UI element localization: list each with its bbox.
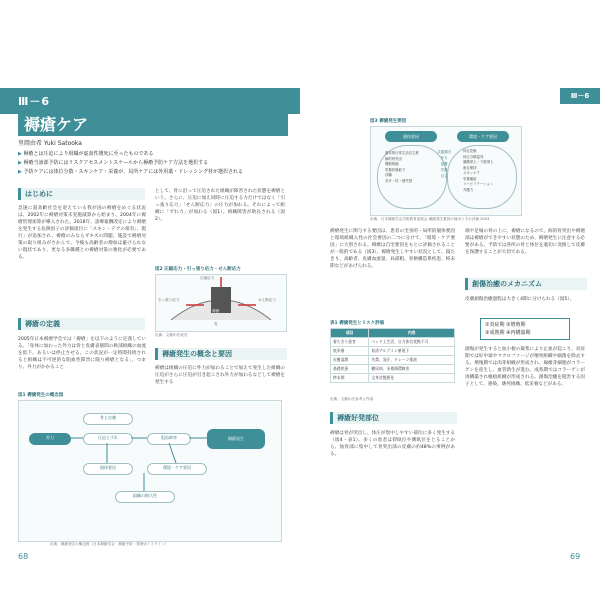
fig3-right-title: 環境・ケア要因: [457, 131, 509, 142]
fig3-right-item: スキンケア: [463, 171, 480, 175]
author-name: 里岡由希 Yuki Satooka: [18, 140, 82, 147]
fig3-left-item: 多汗・尿・便失禁: [385, 178, 413, 183]
table1-label: 表1 褥瘡発生とリスク評価: [330, 321, 385, 326]
fig2-diagram: [155, 274, 287, 332]
body-intro-right-col: として、骨に沿って圧迫された組織が障害された状態を褥瘡という。さらに、圧迫に加え同時に圧迫する力だけではなく「引っ張り応力」「せん断応力」の圧力が加わる。それによって組織に「ずれ力」が加わる（図1）。組織障害が助長される（図2）。: [155, 189, 285, 222]
section-header-band: [0, 88, 300, 114]
body-gainen: 褥瘡は組織の圧迫に外力が加わることで加えて発生した組織の圧迫がさらに圧迫が引き起こされ外力が加わるなどして褥瘡を発生する: [155, 366, 285, 385]
fig3-left-list: [385, 151, 419, 184]
heading-teigi: 褥瘡の定義: [18, 318, 145, 330]
page-number-right: 69: [570, 552, 581, 561]
fig3-left-item: 浮腫: [385, 173, 392, 177]
fig3-left-item: 病的骨突出: [385, 156, 402, 161]
table-row: [331, 338, 455, 347]
fig3-right-item: 介護力: [463, 187, 474, 192]
table-cell: 項目: [331, 329, 369, 338]
table-cell: 糖尿病、末梢循環障害: [369, 365, 455, 374]
body-teigi: 2005年日本褥瘡学会では「褥瘡」を以下のように定義している。「身体に加わった外力は骨と皮膚表層間の軟部組織の血流を低下、あるいは停止させる。この状況が一定時間持続されると組織は不可逆的な阻血性障害に陥り褥瘡となる」。つまり、外力がかかること: [18, 337, 146, 370]
fig1-node-external: 外力: [29, 433, 71, 445]
section-code-right: Ⅲ－6: [560, 88, 600, 104]
fig3-center-item: 外力: [440, 156, 448, 160]
fig2-label: 図2 圧縮応力・引っ張り応力・せん断応力: [155, 267, 241, 272]
table-cell: 血清アルブミン値低下: [369, 347, 455, 356]
table-cell: 全身状態悪化: [369, 374, 455, 383]
heading-mechanism: 創傷治癒のメカニズム: [465, 278, 587, 290]
fig1-arrow-5: [169, 443, 176, 463]
fig2-top-label: 圧縮応力: [200, 276, 215, 280]
body-hajimeni: 急速に超高齢社会を迎えている我が国の褥瘡をめぐる状況は、2002年に褥瘡対策未実施減算から始まり、2004年に褥瘡管理加算が導入された。2018年、診療報酬改定により褥瘡を発生する危険因子の評価項目に「スキン・テアの保有」、現行」が追加され、褥瘡のみならずキズの問題、施設で褥瘡対策の取り組みがさかんで、今後も高齢者の増加は避けられない現状であり、更なる多職種との褥瘡対策の強化が必要である。: [18, 206, 146, 260]
fig1-label: 図1 褥瘡発生の概念図: [18, 393, 64, 398]
fig3-center-item: 自立: [440, 174, 448, 178]
table-cell: 低栄養: [331, 347, 369, 356]
page-title: 褥瘡ケア: [18, 114, 288, 136]
fig2-right-label: せん断応力: [258, 298, 276, 302]
fig2-center-label: 褥瘡: [212, 309, 220, 313]
fig3-left-title: 個体要因: [385, 131, 437, 142]
key-point-2: ▶ 褥瘡当該部予防にはリスクアセスメントスケールから褥瘡予防ケア方法を選択する: [18, 159, 288, 168]
fig3-diagram: [370, 126, 522, 216]
table-row: [331, 374, 455, 383]
heading-gainen: 褥瘡発生の概念と要因: [155, 348, 287, 360]
fig3-right-item: リハビリテーション: [463, 182, 494, 186]
fig3-center-list: [434, 149, 454, 179]
fig1-caption: 出典：褥瘡発生の概念図（日本褥瘡学会：褥瘡予防・管理ガイドライン）: [50, 542, 169, 546]
body-col2: 端や足場の骨の上に、褥瘡になるので、病的骨突出や褥瘡部は褥瘡ができやすい状態のため、褥瘡発生に注意する必要がある。予防では各所の骨と体位を適切に変換して皮膚を保護することが大切である。: [465, 229, 585, 255]
fig3-right-item: 体圧分散寝具: [463, 154, 484, 159]
fig1-node-factor-b: 環境・ケア要因: [147, 463, 207, 475]
fig2-caption: 出典：文献5)を改変: [155, 333, 188, 337]
fig3-right-item: 栄養補給: [463, 176, 477, 181]
table-row: [331, 347, 455, 356]
fig1-node-factor-c: 組織の耐久性: [115, 491, 175, 503]
table-cell: 皮膚湿潤: [331, 356, 369, 365]
fig2-bottom-label: 骨: [214, 322, 218, 326]
table-cell: 基礎疾患: [331, 365, 369, 374]
fig1-arrows: [19, 401, 281, 541]
fig1-node-shear: 圧迫とずれ: [83, 433, 133, 445]
fig3-caption: 出典：日本褥瘡学会学術教育委員会 褥瘡発生要因の抽出とその評価 2003: [370, 217, 490, 221]
page-number-left: 68: [18, 552, 29, 561]
body-mechanism: 皮膚創傷治癒過程は大きく4期に分けられる（図5）。: [465, 297, 575, 302]
table1-caption: 出典：文献2)を参考に作成: [330, 397, 374, 401]
phase-item: ①炎症期: [485, 322, 505, 328]
phase-item: ②増殖期: [506, 322, 526, 328]
fig3-left-item: 栄養状態低下: [385, 167, 406, 172]
key-point-3: ▶ 予防ケアには体位分散・スキンケア・栄養が、局所ケアには外用薬・ドレッシング材が選択される: [18, 168, 288, 177]
body-col2-second: 創傷が発生すると血小板の凝集により止血が起こり、炎症期では好中球やマクロファージが壊死組織や細菌を除去する。増殖期では肉芽組織が形成され、線維芽細胞がコラーゲンを産生し、血管新生が進む。成熟期ではコラーゲンが再構築され瘢痕組織が形成される。創傷治癒を阻害する因子として、感染、壊死組織、低栄養などがある。: [465, 347, 585, 387]
fig1-node-factor-a: 個体要因: [83, 463, 133, 475]
risk-table: [330, 328, 455, 383]
heading-hajimeni: はじめに: [18, 188, 145, 200]
fig1-diagram: [18, 400, 282, 542]
fig3-right-item: 座位保持: [463, 165, 477, 170]
fig3-right-item: 頭側挙上・下肢挙上: [463, 160, 494, 164]
table-cell: 内容: [369, 329, 455, 338]
table-cell: 失禁、発汗、ドレーン排液: [369, 356, 455, 365]
section-code: Ⅲ－6: [18, 95, 51, 108]
body-kouhatsu: 褥瘡は骨が突出し、体圧が集中しやすい部位に多く発生する（図4・表1）。多くの患者は仰臥位や側臥位をとることから、仙骨部に集中して骨突出部の皮膚の約48%の事例がある。: [330, 431, 455, 457]
heading-kouhatsu: 褥瘡好発部位: [330, 412, 457, 424]
table-row: [331, 365, 455, 374]
fig3-left-item: 関節拘縮: [385, 162, 399, 166]
fig3-center-title: 共通要因: [437, 150, 451, 154]
table-cell: 着たきり患者: [331, 338, 369, 347]
fig1-node-ulcer: 褥瘡発生: [207, 429, 265, 449]
fig3-right-item: 体位変換: [463, 149, 477, 153]
body-yoin: 褥瘡発生に関与する要因は、患者の全身的・局所的個体要因と環境組織入性の社会要因の二つに分けて、「環境・ケア要因」に大別される。褥瘡は自宅要因をもとに評価されることが一般的である（図3）。褥瘡発生しやすい状況として、寝たきり、高齢者、皮膚血流量、局部粗、骨格構造系疾患、終末期などがあげられる。: [330, 229, 455, 269]
table-row: [331, 356, 455, 365]
table-cell: 終末期: [331, 374, 369, 383]
fig3-label: 図3 褥瘡発生要因: [370, 119, 407, 124]
fig3-center-item: 湿潤: [440, 162, 448, 166]
fig2-left-label: 引っ張り応力: [158, 298, 180, 302]
fig1-node-bone: 骨と皮膚: [83, 413, 133, 425]
table-cell: ベッド上生活、自力体位変換不可: [369, 338, 455, 347]
fig3-right-list: [463, 149, 494, 193]
phase-list: [480, 318, 570, 340]
right-page: [300, 0, 600, 600]
fig3-left-item: 基本的日常生活自立度: [385, 151, 419, 155]
table-row: [331, 329, 455, 338]
fig2-stress-svg: [156, 275, 286, 331]
fig1-node-ischemia: 阻血障害: [147, 433, 191, 445]
key-points: [18, 150, 288, 177]
phase-item: ④再構築期: [506, 330, 531, 336]
phase-item: ③成熟期: [485, 330, 505, 336]
fig3-center-item: 栄養: [440, 168, 448, 172]
key-point-1: ▶ 褥瘡とは圧迫により組織が虚血性壊死に至ったものである: [18, 150, 288, 159]
